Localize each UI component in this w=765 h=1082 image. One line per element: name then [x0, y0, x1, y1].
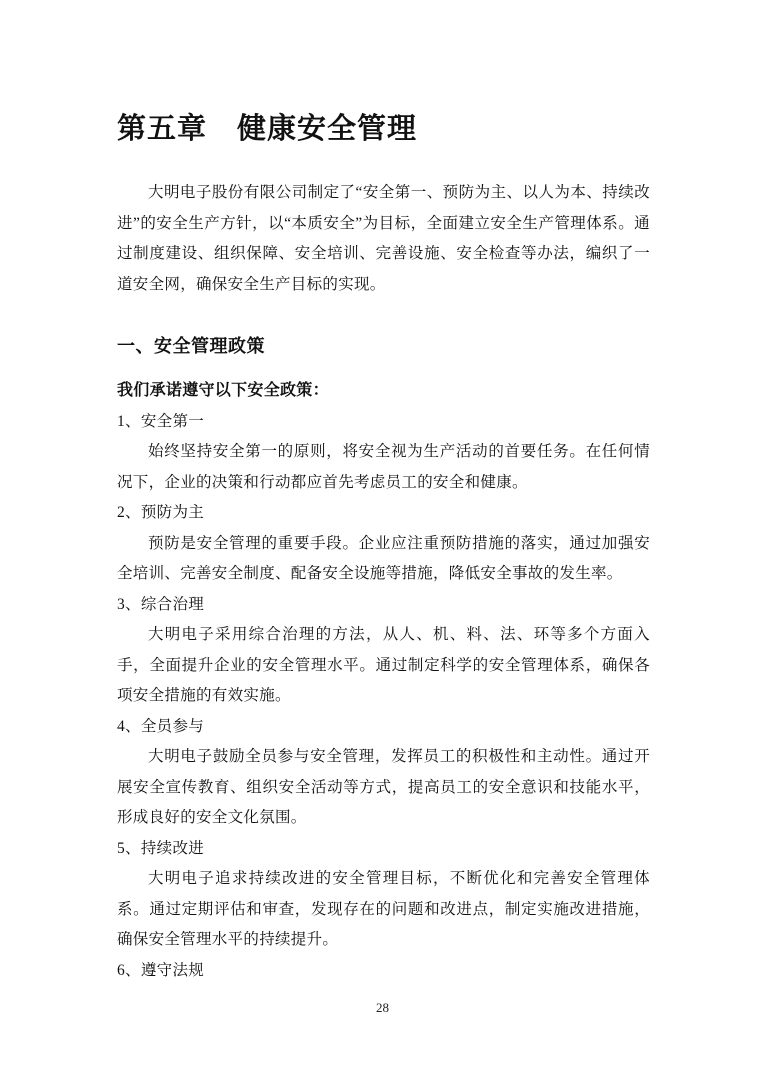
policy-label: 2、预防为主 — [117, 504, 205, 521]
policy-label: 3、综合治理 — [117, 595, 205, 613]
page-number: 28 — [376, 1000, 389, 1015]
policy-label: 4、全员参与 — [117, 717, 205, 735]
policy-body: 预防是安全管理的重要手段。企业应注重预防措施的落实，通过加强安全培训、完善安全制度、配备安全设施等措施，降低安全事故的发生率。 — [117, 534, 650, 582]
section-heading: 一、安全管理政策 — [117, 336, 265, 356]
policy-item — [117, 712, 650, 834]
policy-item — [117, 407, 650, 499]
policy-label: 6、遵守法规 — [117, 961, 205, 979]
policy-item — [117, 834, 650, 956]
intro-paragraph: 大明电子股份有限公司制定了“安全第一、预防为主、以人为本、持续改进”的安全生产方针，以“本质安全”为目标，全面建立安全生产管理体系。通过制度建设、组织保障、安全培训、完善设施、安全检查等办法，编织了一道安全网，确保安全生产目标的实现。 — [117, 184, 650, 293]
policy-body: 大明电子追求持续改进的安全管理目标，不断优化和完善安全管理体系。通过定期评估和审查，发现存在的问题和改进点，制定实施改进措施，确保安全管理水平的持续提升。 — [117, 870, 650, 948]
chapter-title: 第五章 健康安全管理 — [117, 113, 418, 145]
policy-label: 5、持续改进 — [117, 839, 205, 857]
document-content — [117, 0, 650, 986]
policy-item — [117, 498, 650, 590]
policy-item — [117, 956, 650, 987]
policy-body: 大明电子鼓励全员参与安全管理，发挥员工的积极性和主动性。通过开展安全宣传教育、组织安全活动等方式，提高员工的安全意识和技能水平，形成良好的安全文化氛围。 — [117, 748, 650, 826]
policy-body: 始终坚持安全第一的原则，将安全视为生产活动的首要任务。在任何情况下，企业的决策和行动都应首先考虑员工的安全和健康。 — [117, 443, 650, 491]
policy-body: 大明电子采用综合治理的方法，从人、机、料、法、环等多个方面入手，全面提升企业的安全管理水平。通过制定科学的安全管理体系，确保各项安全措施的有效实施。 — [117, 626, 650, 704]
policy-label: 1、安全第一 — [117, 412, 205, 430]
policy-intro: 我们承诺遵守以下安全政策： — [117, 382, 329, 399]
policy-item — [117, 590, 650, 712]
